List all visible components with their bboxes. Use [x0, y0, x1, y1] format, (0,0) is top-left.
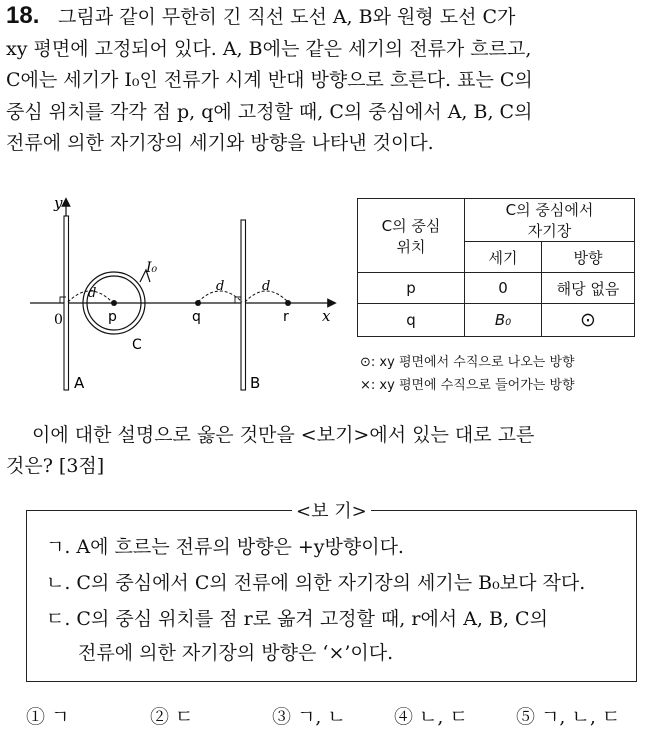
current-label: I₀: [146, 260, 158, 276]
legend-text: : xy 평면에서 수직으로 나오는 방향: [370, 355, 575, 370]
table-cell: ⊙: [542, 304, 635, 337]
origin-label: 0: [54, 312, 63, 328]
question-line: C에는 세기가 I₀인 전류가 시계 반대 방향으로 흐른다. 표는 C의: [6, 69, 533, 91]
choice-4[interactable]: ④ ㄴ, ㄷ: [394, 706, 468, 728]
table-header-field: C의 중심에서 자기장: [465, 199, 635, 242]
table-cell: B₀: [465, 304, 542, 337]
legend-text: : xy 평면에 수직으로 들어가는 방향: [370, 378, 575, 393]
field-table: [357, 198, 635, 337]
table-subheader-direction: 방향: [542, 242, 635, 273]
distance-label: d: [216, 279, 225, 294]
table-row: [358, 304, 635, 337]
point-p: [111, 300, 117, 306]
prompt-line: 이에 대한 설명으로 옳은 것만을 <보기>에서 있는 대로 고른: [32, 424, 535, 446]
legend-out: [360, 351, 575, 370]
bogi-title: <보 기>: [292, 497, 371, 523]
bogi-item-a: ㄱ. A에 흐르는 전류의 방향은 +y방향이다.: [46, 536, 404, 558]
point-q: [195, 300, 201, 306]
y-axis-label: y: [54, 194, 63, 212]
question-line: xy 평면에 고정되어 있다. A, B에는 같은 세기의 전류가 흐르고,: [6, 37, 532, 60]
choice-5[interactable]: ⑤ ㄱ, ㄴ, ㄷ: [516, 706, 621, 728]
table-cell: q: [358, 304, 465, 337]
table-cell: 0: [465, 273, 542, 304]
x-axis-label: x: [322, 307, 331, 325]
question-text: [6, 2, 642, 160]
question-line: 전류에 의한 자기장의 세기와 방향을 나타낸 것이다.: [6, 132, 434, 154]
into-plane-icon: ×: [360, 378, 371, 393]
question-line: 그림과 같이 무한히 긴 직선 도선 A, B와 원형 도선 C가: [58, 6, 516, 28]
table-row: [358, 273, 635, 304]
wire-b-label: B: [250, 374, 261, 392]
question-line: 중심 위치를 각각 점 p, q에 고정할 때, C의 중심에서 A, B, C의: [6, 100, 533, 123]
bogi-item-c-continued: 전류에 의한 자기장의 방향은 ‘×’이다.: [78, 642, 394, 664]
distance-label: d: [88, 286, 97, 301]
legend-in: [360, 374, 575, 393]
bogi-item-b: ㄴ. C의 중심에서 C의 전류에 의한 자기장의 세기는 B₀보다 작다.: [46, 572, 586, 594]
question-number: 18.: [6, 2, 40, 29]
choice-1[interactable]: ① ㄱ: [26, 706, 70, 728]
wire-a-label: A: [74, 374, 85, 392]
table-cell: p: [358, 273, 465, 304]
choice-3[interactable]: ③ ㄱ, ㄴ: [272, 706, 346, 728]
bogi-item-c: ㄷ. C의 중심 위치를 점 r로 옮겨 고정할 때, r에서 A, B, C의: [46, 608, 548, 630]
point-r-label: r: [283, 309, 289, 325]
point-q-label: q: [192, 309, 201, 325]
prompt-line: 것은? [3점]: [6, 455, 105, 477]
point-p-label: p: [108, 309, 117, 325]
wire-b: [241, 220, 246, 390]
table-header-position: C의 중심 위치: [358, 199, 465, 273]
point-r: [285, 300, 291, 306]
out-of-plane-icon: ⊙: [360, 355, 371, 370]
wire-a: [64, 216, 69, 390]
distance-label: d: [262, 279, 271, 294]
choice-2[interactable]: ② ㄷ: [150, 706, 194, 728]
prompt-text: [6, 420, 642, 482]
table-cell: 해당 없음: [542, 273, 635, 304]
wire-figure: [0, 190, 360, 405]
loop-c-label: C: [132, 337, 142, 353]
table-subheader-strength: 세기: [465, 242, 542, 273]
